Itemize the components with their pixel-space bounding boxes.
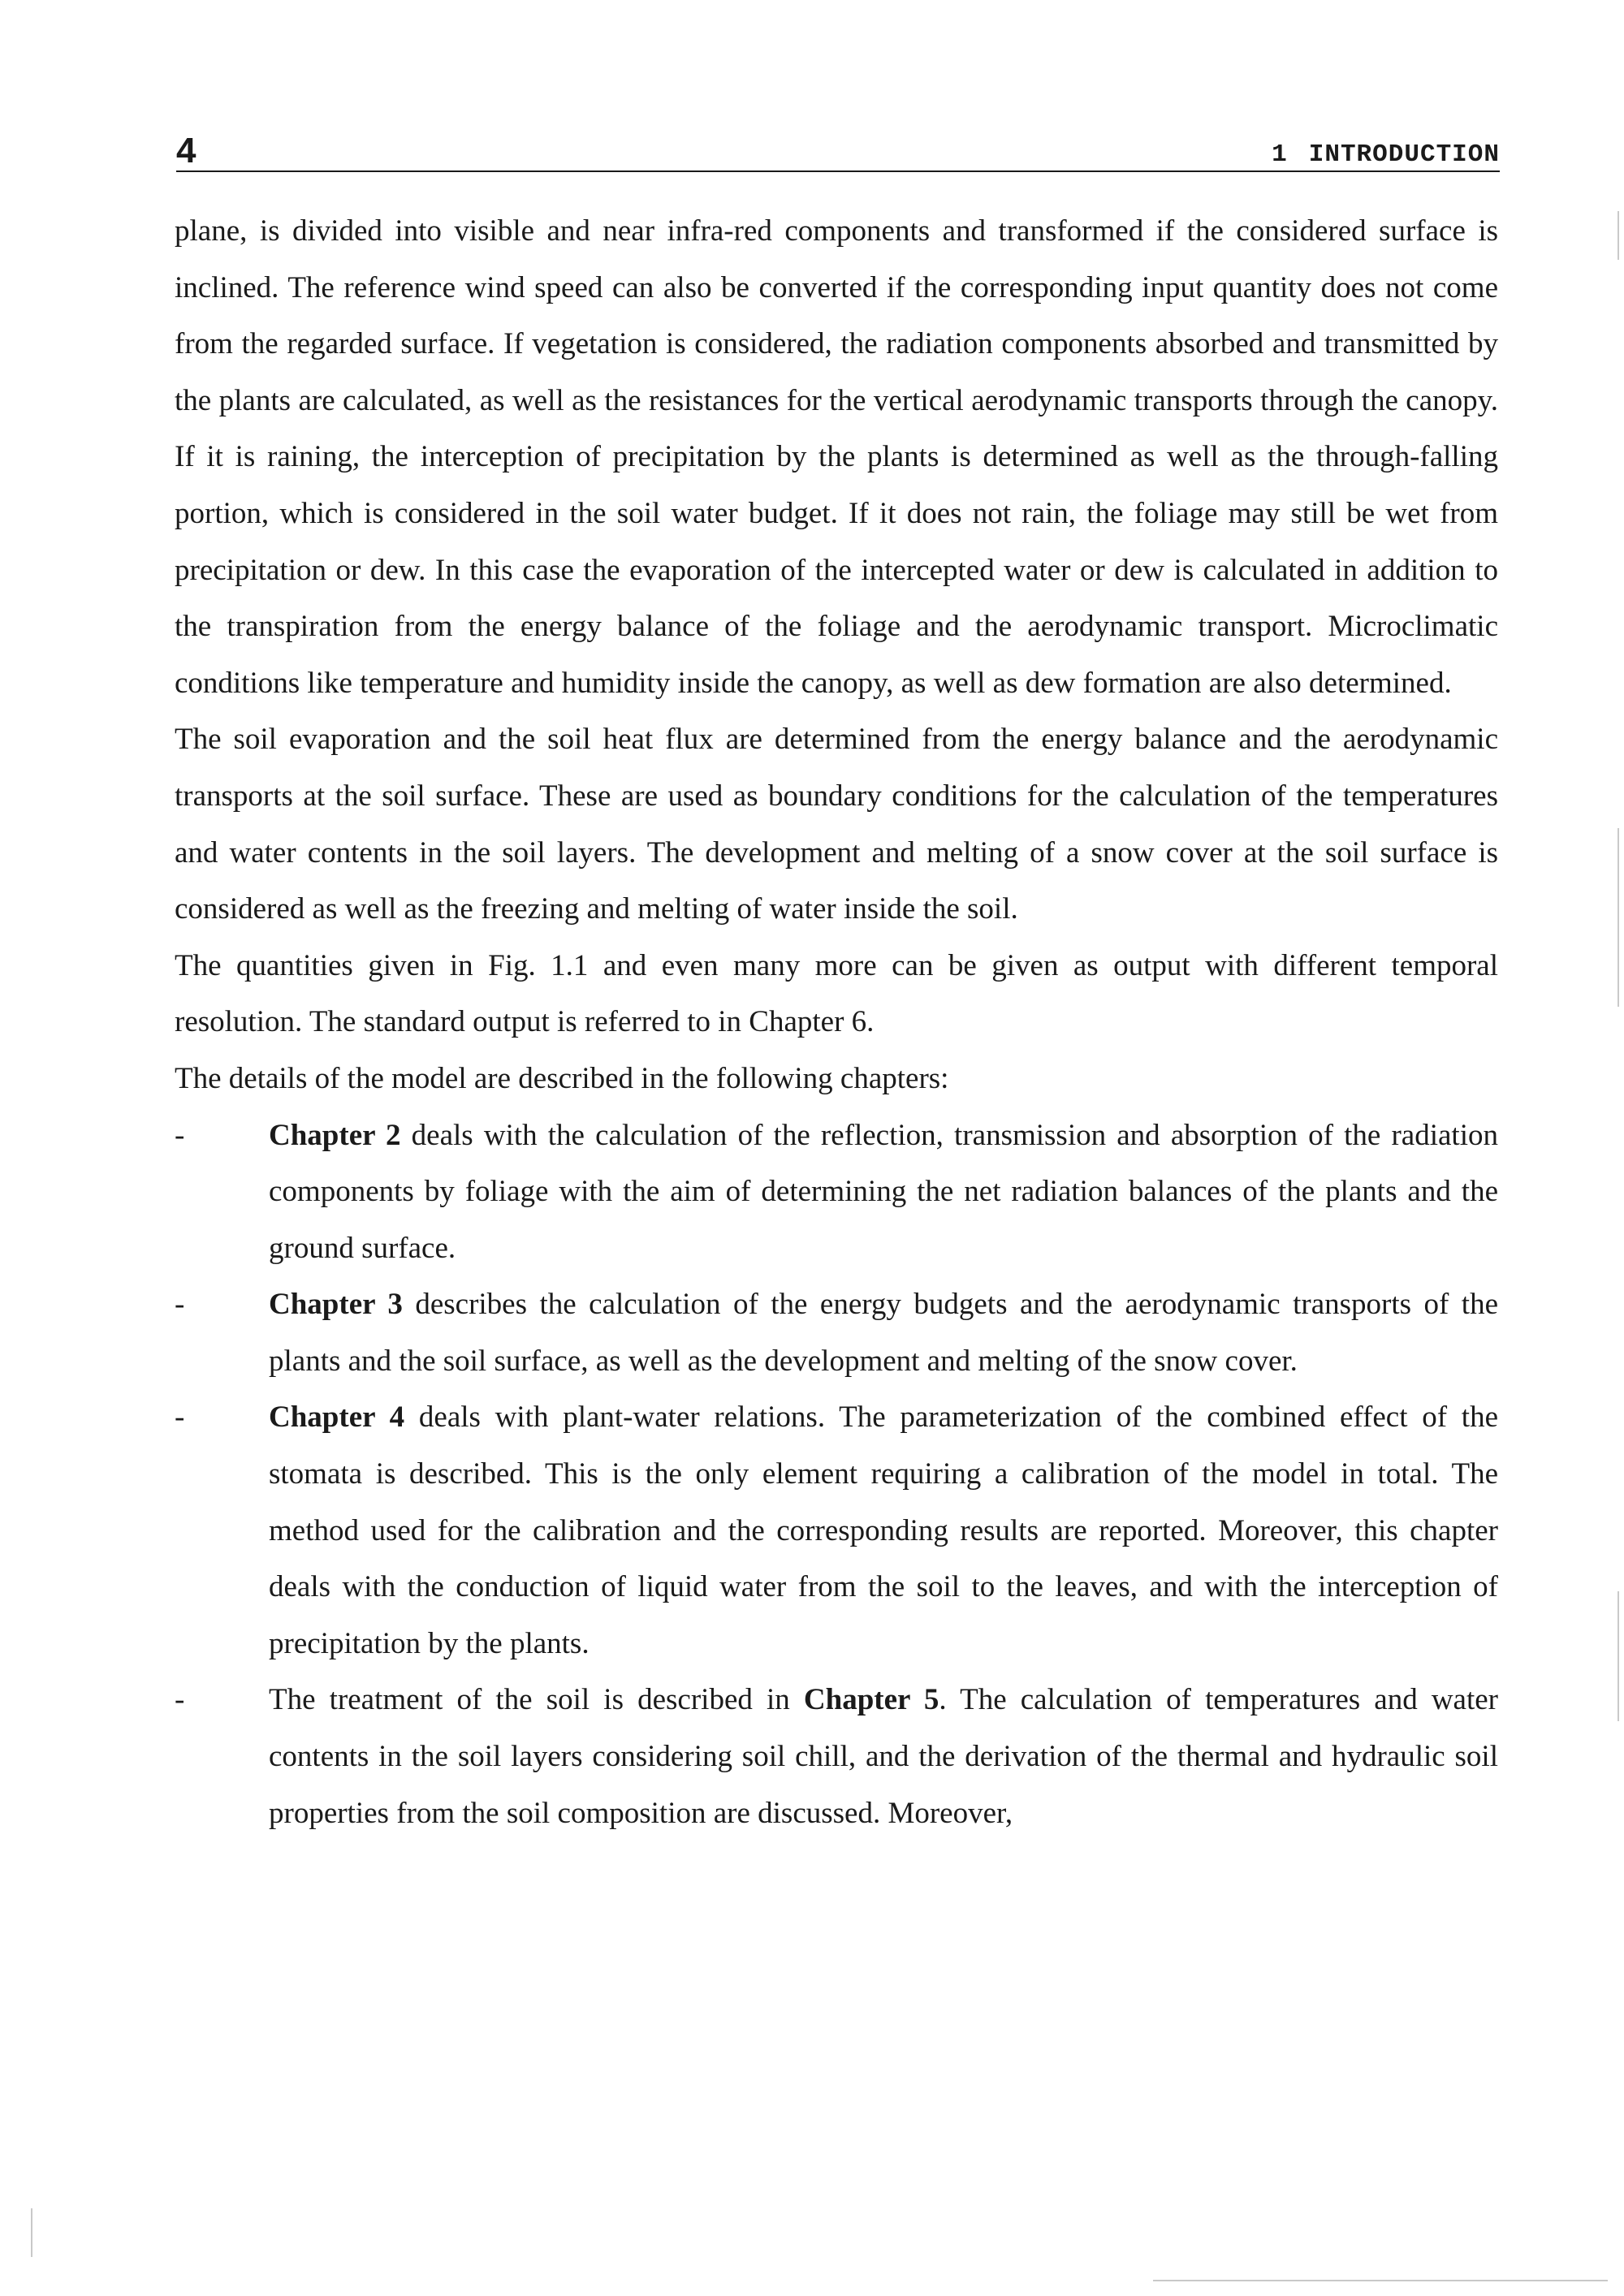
list-item [175, 1389, 1498, 1672]
chapter-list [175, 1107, 1498, 1842]
list-item-text: describes the calculation of the energy budgets and the aerodynamic transports of the plants and the soil surface, as well as the development and melting of the snow cover. [269, 1288, 1498, 1378]
list-item [175, 1276, 1498, 1389]
scan-edge-mark [31, 2208, 32, 2257]
scan-edge-mark [1153, 2280, 1608, 2281]
scan-edge-mark [1618, 828, 1619, 1007]
paragraph: plane, is divided into visible and near infra-red components and transformed if the considered surface is inclined. The reference wind speed can also be converted if the corresponding input quantity does not come from the regarded surface. If vegetation is considered, the radiation components absorbed and transmitted by the plants are calculated, as well as the resistances for the vertical aerodynamic transports through the canopy. If it is raining, the interception of precipitation by the plants is determined as well as the through-falling portion, which is considered in the soil water budget. If it does not rain, the foliage may still be wet from precipitation or dew. In this case the evaporation of the intercepted water or dew is calculated in addition to the transpiration from the energy balance of the foliage and the aerodynamic transport. Microclimatic conditions like temperature and humidity inside the canopy, as well as dew formation are also determined. [175, 214, 1498, 700]
scan-edge-mark [1618, 211, 1619, 260]
list-item [175, 1107, 1498, 1277]
paragraph: The details of the model are described in the following chapters: [175, 1061, 949, 1095]
list-dash: - [175, 1288, 185, 1322]
section-title: INTRODUCTION [1308, 140, 1500, 169]
page-number: 4 [176, 131, 197, 170]
section-number: 1 [1272, 140, 1288, 169]
list-item-text: . The calculation of temperatures and water contents in the soil layers considering soil chill, and the derivation of the thermal and hydraulic soil properties from the soil composition are discussed. Moreover, [269, 1683, 1498, 1830]
list-item [175, 1672, 1498, 1841]
paragraph: The soil evaporation and the soil heat flux are determined from the energy balance and the aerodynamic transports at the soil surface. These are used as boundary conditions for the calculation of the temperatures and water contents in the soil layers. The development and melting of a snow cover at the soil surface is considered as well as the freezing and melting of water inside the soil. [175, 723, 1498, 926]
list-dash: - [175, 1400, 185, 1435]
chapter-reference: Chapter 5 [803, 1683, 939, 1717]
list-item-text-before: The treatment of the soil is described in [269, 1683, 804, 1717]
scan-edge-mark [1618, 1591, 1619, 1721]
list-dash: - [175, 1683, 185, 1717]
page-header [176, 128, 1500, 172]
list-dash: - [175, 1118, 185, 1152]
paragraph: The quantities given in Fig. 1.1 and even many more can be given as output with different temporal resolution. The standard output is referred to in Chapter 6. [175, 948, 1498, 1039]
chapter-reference: Chapter 3 [269, 1288, 403, 1322]
running-head [1272, 142, 1500, 167]
chapter-reference: Chapter 2 [269, 1118, 401, 1152]
chapter-reference: Chapter 4 [269, 1400, 405, 1435]
body-text [175, 203, 1498, 1841]
list-item-text: deals with plant-water relations. The parameterization of the combined effect of the stomata is described. This is the only element requiring a calibration of the model in total. The method used for the calibration and the corresponding results are reported. Moreover, this chapter deals with the conduction of liquid water from the soil to the leaves, and with the interception of precipitation by the plants. [269, 1400, 1498, 1660]
list-item-text: deals with the calculation of the reflection, transmission and absorption of the radiation components by foliage with the aim of determining the net radiation balances of the plants and the ground surface. [269, 1118, 1498, 1265]
